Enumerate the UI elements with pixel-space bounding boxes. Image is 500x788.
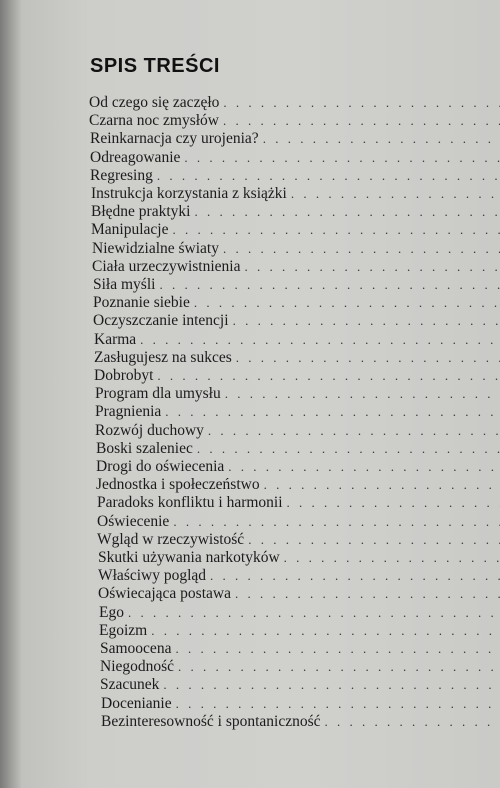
dot-leader — [291, 185, 500, 203]
toc-entry-label: Jednostka i społeczeństwo — [96, 476, 260, 493]
toc-entry-label: Odreagowanie — [90, 149, 181, 166]
dot-leader — [223, 240, 500, 258]
toc-entry-label: Siła myśli — [93, 276, 156, 293]
toc-entry — [95, 385, 500, 403]
toc-entry — [96, 458, 500, 476]
dot-leader — [210, 567, 500, 585]
toc-entry-label: Egoizm — [99, 622, 148, 639]
page-title: SPIS TREŚCI — [90, 55, 220, 77]
dot-leader — [287, 494, 500, 512]
toc-entry — [96, 440, 500, 458]
toc-entry — [94, 331, 500, 349]
toc-entry — [93, 294, 500, 312]
toc-entry — [98, 549, 500, 567]
dot-leader — [284, 549, 500, 567]
toc-entry — [92, 258, 500, 276]
dot-leader — [263, 130, 500, 148]
toc-entry — [100, 640, 500, 658]
toc-entry — [92, 240, 500, 258]
toc-entry — [101, 713, 500, 731]
toc-entry-label: Rozwój duchowy — [95, 422, 204, 439]
toc-entry — [91, 203, 500, 221]
toc-entry — [99, 622, 500, 640]
toc-entry-label: Niegodność — [100, 658, 175, 675]
dot-leader — [233, 312, 500, 330]
dot-leader — [163, 676, 500, 694]
dot-leader — [194, 294, 500, 312]
dot-leader — [236, 349, 500, 367]
toc-entry-label: Ego — [99, 604, 124, 621]
toc-entry — [93, 312, 500, 330]
dot-leader — [140, 331, 500, 349]
toc-entry — [94, 367, 500, 385]
toc-entry-label: Zasługujesz na sukces — [94, 349, 232, 366]
toc-entry — [99, 604, 500, 622]
toc-entry-label: Bezinteresowność i spontaniczność — [101, 713, 321, 730]
toc-entry-label: Błędne praktyki — [91, 203, 191, 220]
dot-leader — [235, 585, 500, 603]
toc-entry-label: Boski szaleniec — [96, 440, 193, 457]
toc-entry-label: Właściwy pogląd — [98, 567, 207, 584]
toc-entry — [97, 531, 500, 549]
dot-leader — [248, 531, 500, 549]
dot-leader — [244, 258, 500, 276]
toc-entry — [98, 585, 500, 603]
dot-leader — [184, 149, 500, 167]
toc-entry — [100, 658, 500, 676]
toc-entry-label: Dobrobyt — [94, 367, 154, 384]
dot-leader — [325, 713, 500, 731]
toc-entry — [93, 276, 500, 294]
toc-entry — [94, 349, 500, 367]
dot-leader — [208, 422, 500, 440]
dot-leader — [165, 403, 500, 421]
toc-entry-label: Regresing — [90, 167, 153, 184]
dot-leader — [173, 513, 500, 531]
dot-leader — [197, 440, 500, 458]
toc-entry — [101, 695, 500, 713]
toc-entry-label: Szacunek — [100, 676, 160, 693]
dot-leader — [228, 458, 500, 476]
dot-leader — [172, 221, 500, 239]
toc-entry-label: Od czego się zaczęło — [89, 94, 220, 111]
toc-entry-label: Instrukcja korzystania z książki — [91, 185, 287, 202]
toc-entry-label: Program dla umysłu — [95, 385, 221, 402]
dot-leader — [223, 112, 500, 130]
toc-entry-label: Drogi do oświecenia — [96, 458, 225, 475]
toc-entry — [100, 676, 500, 694]
dot-leader — [178, 658, 500, 676]
toc-entry-label: Paradoks konfliktu i harmonii — [97, 494, 283, 511]
toc-entry — [95, 422, 500, 440]
dot-leader — [194, 203, 500, 221]
toc-entry — [96, 476, 500, 494]
toc-entry — [97, 494, 500, 512]
toc-entry — [90, 149, 500, 167]
toc-entry-label: Poznanie siebie — [93, 294, 190, 311]
toc-entry — [90, 130, 500, 148]
dot-leader — [157, 367, 500, 385]
dot-leader — [151, 622, 500, 640]
toc-entry — [89, 112, 500, 130]
toc-entry-label: Docenianie — [101, 695, 172, 712]
toc-entry-label: Oczyszczanie intencji — [93, 312, 229, 329]
toc-entry-label: Oświecająca postawa — [98, 585, 231, 602]
dot-leader — [128, 604, 500, 622]
toc-entry-label: Wgląd w rzeczywistość — [97, 531, 245, 548]
dot-leader — [176, 695, 500, 713]
dot-leader — [223, 94, 500, 112]
toc-entry — [95, 403, 500, 421]
toc-entry-label: Skutki używania narkotyków — [98, 549, 280, 566]
toc-entry-label: Manipulacje — [91, 221, 169, 238]
toc-entry-label: Karma — [94, 331, 137, 348]
toc-entry-label: Reinkarnacja czy urojenia? — [90, 130, 259, 147]
page-gutter-shadow — [0, 0, 22, 788]
dot-leader — [264, 476, 500, 494]
toc-entry-label: Czarna noc zmysłów — [89, 112, 219, 129]
dot-leader — [159, 276, 500, 294]
toc-entry — [98, 567, 500, 585]
dot-leader — [225, 385, 500, 403]
toc-entry-label: Pragnienia — [95, 403, 162, 420]
toc-entry-label: Samoocena — [100, 640, 172, 657]
toc-entry-label: Oświecenie — [97, 513, 170, 530]
toc-entry — [91, 221, 500, 239]
dot-leader — [175, 640, 500, 658]
dot-leader — [157, 167, 500, 185]
toc-entry — [91, 185, 500, 203]
toc-entry — [90, 167, 500, 185]
toc-entry — [89, 94, 500, 112]
toc-entry-label: Ciała urzeczywistnienia — [92, 258, 241, 275]
toc-entry-label: Niewidzialne światy — [92, 240, 219, 257]
toc-entry — [97, 513, 500, 531]
